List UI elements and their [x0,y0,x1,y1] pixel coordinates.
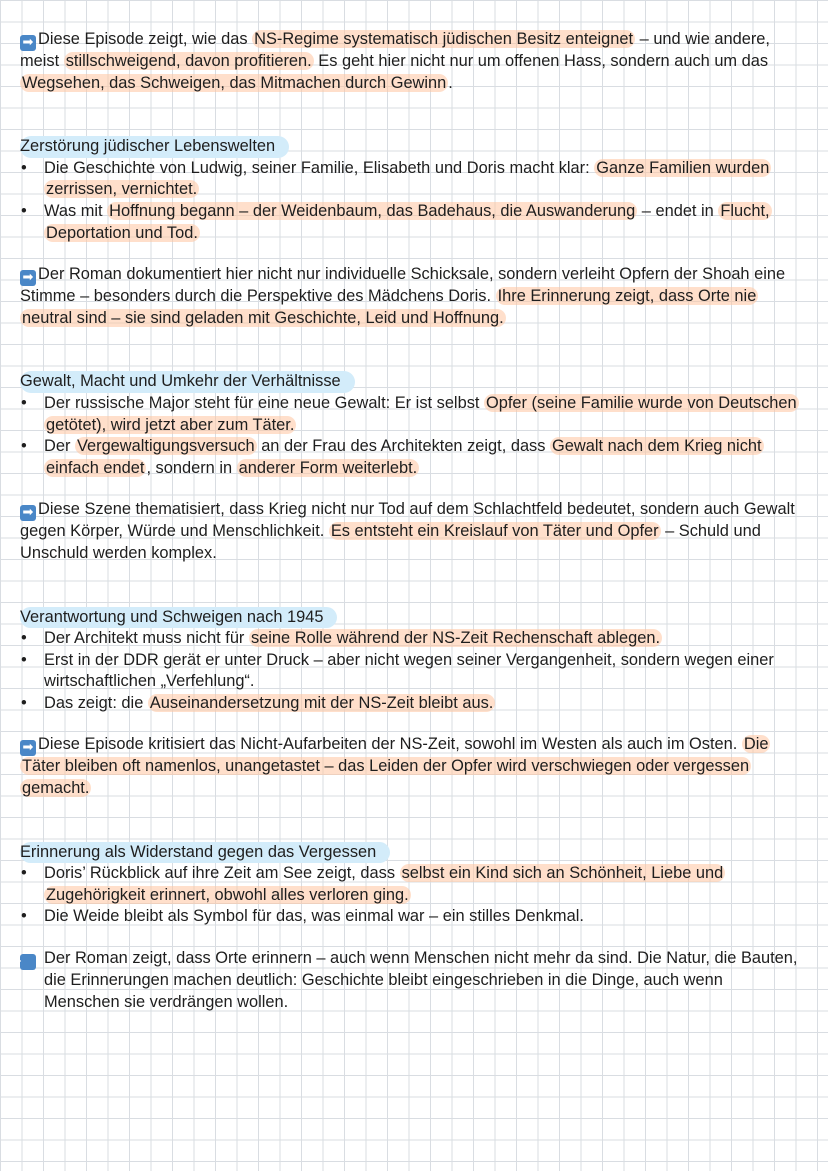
text: – Schuld und Unschuld werden komplex. [20,522,761,562]
text: – und wie andere, meist [20,30,770,70]
arrow-paragraph [20,734,800,799]
highlight: Vergewaltigungsversuch [76,437,255,456]
text: Es geht hier nicht nur um offenen Hass, sondern auch um das [313,52,769,70]
highlight: anderer Form weiterlebt. [238,458,418,477]
highlight: Opfer (seine Familie wurde von Deutschen getötet), wird jetzt aber zum Täter. [46,393,797,434]
list-item [20,158,800,201]
text: Der Roman zeigt, dass Orte erinnern – auch wenn Menschen nicht mehr da sind. Die Natur, die Bauten, die Erinnerungen machen deutlich: Geschichte bleibt eingeschrieben in die Dinge, auch wenn Menschen sie verdrängen wollen. [44,949,798,1011]
text: Die Geschichte von Ludwig, seiner Familie, Elisabeth und Doris macht klar: [44,158,595,177]
bullet-icon: • [21,907,27,926]
highlight: Ihre Erinnerung zeigt, dass Orte nie neutral sind – sie sind geladen mit Geschichte, Leid und Hoffnung. [22,287,757,327]
text: Erst in der DDR gerät er unter Druck – aber nicht wegen seiner Vergangenheit, sondern wegen einer wirtschaftlichen „Verfehlung“. [44,650,774,691]
bullet-list [20,158,800,244]
text: Was mit [44,201,108,220]
list-item [20,393,800,436]
arrow-paragraph [20,264,800,329]
text: Diese Episode zeigt, wie das [38,30,253,48]
bullet-icon: • [21,629,27,648]
list-item [20,201,800,244]
arrow-right-icon: ➡ [20,505,36,521]
text: Die Weide bleibt als Symbol für das, was einmal war – ein stilles Denkmal. [44,907,584,926]
highlight: Die Täter bleiben oft namenlos, unangetastet – das Leiden der Opfer wird verschwiegen oder vergessen gemacht. [22,735,769,798]
arrow-right-icon: ➡ [20,740,36,756]
bullet-list [20,393,800,479]
highlight: Gewalt nach dem Krieg nicht einfach endet [46,437,762,477]
text: Der Architekt muss nicht für [44,629,249,648]
text: Diese Episode kritisiert das Nicht-Aufarbeiten der NS-Zeit, sowohl im Westen als auch im Osten. [38,735,742,754]
list-item [20,650,800,693]
bullet-list [20,628,800,714]
highlight: Hoffnung begann – der Weidenbaum, das Badehaus, die Auswanderung [109,201,636,220]
text: Diese Szene thematisiert, dass Krieg nicht nur Tod auf dem Schlachtfeld bedeutet, sondern auch Gewalt gegen Körper, Würde und Menschlichkeit. [20,500,795,541]
text: Das zeigt: die [44,693,148,712]
bullet-list [20,863,800,928]
text: Doris’ Rückblick auf ihre Zeit am See zeigt, dass [44,864,400,883]
text: an der Frau des Architekten zeigt, dass [256,437,551,456]
highlight: seine Rolle während der NS-Zeit Rechenschaft ablegen. [250,629,661,648]
arrow-paragraph [20,499,800,564]
bullet-icon: • [21,693,27,712]
intro-paragraph [20,29,800,94]
text: Der Roman dokumentiert hier nicht nur individuelle Schicksale, sondern verleiht Opfern der Shoah eine Stimme – besonders durch die Perspektive des Mädchens Doris. [20,265,786,306]
bullet-icon: • [21,864,27,883]
text: Der [44,437,75,456]
text: – endet in [637,201,719,220]
highlight: stillschweigend, davon profitieren. [65,52,312,70]
highlight: NS-Regime systematisch jüdischen Besitz enteignet [254,30,634,48]
highlight: Es entsteht ein Kreislauf von Täter und Opfer [330,522,659,541]
highlight: Ganze Familien wurden zerrissen, vernichtet. [46,158,770,199]
section-heading: Gewalt, Macht und Umkehr der Verhältnisse [20,371,355,393]
text: Der russische Major steht für eine neue Gewalt: Er ist selbst [44,393,484,412]
arrow-paragraph [10,948,800,1013]
list-item [20,863,800,906]
bullet-icon: • [21,393,27,412]
bullet-icon: • [21,201,27,220]
highlight: Wegsehen, das Schweigen, das Mitmachen durch Gewinn [22,73,447,92]
highlight: Auseinandersetzung mit der NS-Zeit bleibt aus. [149,693,494,712]
bullet-icon: • [21,650,27,669]
section-heading: Erinnerung als Widerstand gegen das Vergessen [20,842,390,864]
highlight: Flucht, Deportation und Tod. [46,201,770,242]
bullet-icon: • [21,158,27,177]
list-item [20,436,800,479]
list-item [20,693,800,715]
list-item [20,628,800,650]
text: . [448,73,453,92]
list-item [20,906,800,928]
arrow-right-icon: ➡ [20,35,36,51]
arrow-right-icon: ➡ [20,954,36,970]
highlight: selbst ein Kind sich an Schönheit, Liebe und Zugehörigkeit erinnert, obwohl alles verloren ging. [46,864,724,904]
arrow-right-icon: ➡ [20,270,36,286]
text: , sondern in [146,458,237,477]
notes-page [10,29,800,1013]
section-heading: Zerstörung jüdischer Lebenswelten [20,136,289,158]
section-heading: Verantwortung und Schweigen nach 1945 [20,607,337,629]
bullet-icon: • [21,437,27,456]
